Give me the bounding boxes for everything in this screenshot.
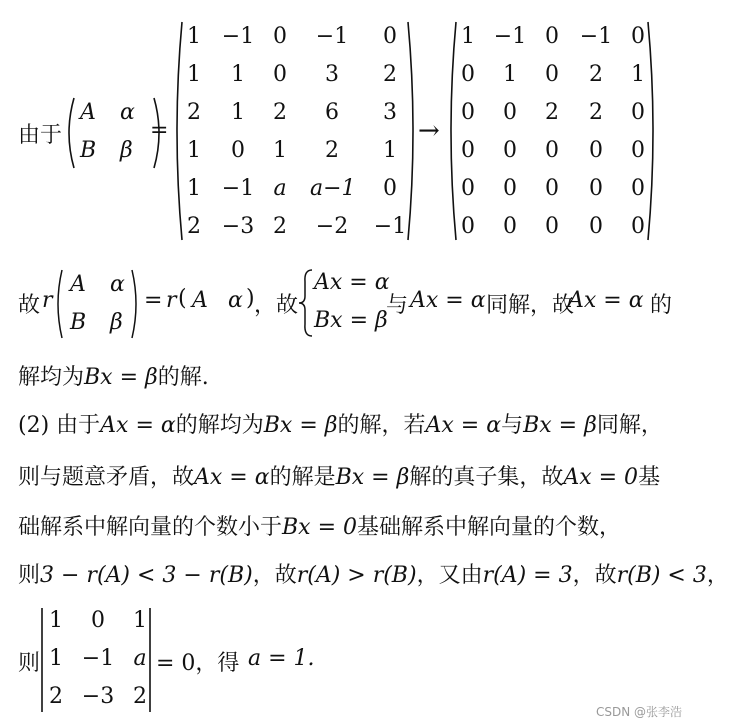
paren: ) (246, 286, 255, 311)
text: 的解是 (269, 465, 336, 490)
equation: Bx = β (523, 413, 597, 438)
text-line (18, 364, 209, 392)
matrix-cell: 2 (273, 214, 287, 239)
equation: Bx = 0 (282, 515, 358, 540)
matrix-cell: 0 (503, 138, 517, 163)
matrix-cell: 2 (133, 684, 147, 709)
equation: r(B) < 3 (616, 563, 707, 588)
mat-cell: α (120, 100, 135, 125)
paren-matrix-2x2 (64, 96, 164, 170)
mat-cell: A (70, 272, 86, 297)
text: 与 (386, 293, 409, 318)
matrix-cell: 0 (273, 62, 287, 87)
mat-cell: α (110, 272, 125, 297)
system-eq-1: Ax = α (314, 270, 390, 295)
equation: Ax = α (100, 413, 176, 438)
matrix-cell: −1 (493, 24, 527, 49)
matrix-cell: 0 (589, 138, 603, 163)
equals-sign: = (150, 118, 169, 143)
matrix-cell: 0 (545, 176, 559, 201)
matrix-cell: 1 (383, 138, 397, 163)
matrix-cell: 0 (631, 24, 645, 49)
equation: Ax = 0 (563, 465, 639, 490)
matrix-cell: 0 (273, 24, 287, 49)
equation: Bx = β (335, 465, 410, 490)
matrix-cell: a (133, 646, 147, 671)
paren: ( (178, 286, 187, 311)
matrix-cell: 0 (461, 214, 475, 239)
text: 的解. (157, 365, 209, 390)
watermark: CSDN @张李浩 (595, 705, 682, 719)
text: ， (706, 563, 729, 588)
text: 同解， (596, 413, 663, 438)
r-symbol: r (166, 288, 177, 313)
matrix-cell: 0 (91, 608, 105, 633)
text: 的 (650, 293, 673, 318)
text: 基础解系中解向量的个数， (357, 515, 622, 540)
system-eq-2: Bx = β (314, 308, 388, 333)
matrix-cell: 0 (231, 138, 245, 163)
equation: Ax = α (194, 465, 270, 490)
text: ，故 (252, 563, 297, 588)
matrix-cell: 2 (589, 100, 603, 125)
matrix-cell: 1 (273, 138, 287, 163)
para-line-1 (18, 412, 663, 440)
equation: r(A) = 3 (482, 563, 573, 588)
matrix-cell: a−1 (310, 176, 356, 201)
text-comma-gu: ，故 (254, 293, 299, 318)
text: 基 (638, 465, 661, 490)
text: 则 (18, 563, 41, 588)
equation: Ax = α (410, 288, 486, 313)
text: 的解均为 (175, 413, 264, 438)
mat-cell: A (80, 100, 96, 125)
equation: Bx = β (84, 365, 158, 390)
matrix-cell: 0 (461, 100, 475, 125)
paren-left-matrix (172, 18, 418, 244)
matrix-cell: 0 (461, 138, 475, 163)
matrix-cell: 1 (503, 62, 517, 87)
equation: Ax = α (568, 288, 644, 313)
matrix-cell: 0 (545, 214, 559, 239)
text: 解均为 (18, 365, 85, 390)
matrix-cell: 2 (383, 62, 397, 87)
equation: 3 − r(A) < 3 − r(B) (40, 563, 253, 588)
mat-cell: A (192, 288, 208, 313)
equals-sign: = (144, 288, 163, 313)
text: 则与题意矛盾，故 (18, 465, 195, 490)
matrix-cell: 2 (273, 100, 287, 125)
matrix-cell: −3 (221, 214, 255, 239)
paren-rank-matrix (54, 268, 140, 340)
matrix-cell: 2 (589, 62, 603, 87)
text: 同解，故 (486, 293, 575, 318)
matrix-cell: 0 (383, 176, 397, 201)
matrix-cell: 1 (49, 646, 63, 671)
mat-cell: B (70, 310, 87, 335)
matrix-cell: 0 (545, 24, 559, 49)
matrix-cell: 1 (187, 62, 201, 87)
matrix-cell: 0 (383, 24, 397, 49)
matrix-cell: a (273, 176, 287, 201)
matrix-cell: 1 (461, 24, 475, 49)
text: = 0，得 (156, 651, 240, 676)
matrix-cell: −1 (373, 214, 407, 239)
paren-right-matrix (446, 18, 658, 244)
matrix-cell: 0 (589, 176, 603, 201)
matrix-cell: 0 (631, 100, 645, 125)
equation: a = 1. (248, 646, 315, 671)
matrix-cell: 0 (461, 62, 475, 87)
text: 的解，若 (337, 413, 426, 438)
matrix-cell: 2 (545, 100, 559, 125)
text: 则 (18, 651, 41, 676)
arrow-right-icon: → (418, 116, 440, 146)
matrix-cell: −2 (315, 214, 349, 239)
matrix-cell: 3 (325, 62, 339, 87)
matrix-cell: 0 (503, 176, 517, 201)
matrix-cell: 3 (383, 100, 397, 125)
matrix-cell: −1 (81, 646, 115, 671)
matrix-cell: 1 (187, 176, 201, 201)
matrix-cell: 1 (187, 138, 201, 163)
text: 础解系中解向量的个数小于 (18, 515, 283, 540)
matrix-cell: 1 (231, 100, 245, 125)
matrix-cell: −1 (221, 24, 255, 49)
matrix-cell: −1 (221, 176, 255, 201)
matrix-cell: 0 (631, 138, 645, 163)
matrix-cell: 0 (631, 176, 645, 201)
matrix-cell: 0 (503, 214, 517, 239)
equation: Bx = β (263, 413, 338, 438)
matrix-cell: 1 (231, 62, 245, 87)
matrix-cell: 1 (631, 62, 645, 87)
para-line-4 (18, 562, 729, 590)
matrix-cell: 2 (325, 138, 339, 163)
mat-cell: β (110, 310, 123, 335)
lead-text: 由于 (18, 123, 63, 148)
text-gu: 故 (18, 293, 41, 318)
para-line-2 (18, 464, 660, 492)
para-line-3 (18, 514, 621, 542)
matrix-cell: −3 (81, 684, 115, 709)
text: 解的真子集，故 (409, 465, 564, 490)
text: ，又由 (416, 563, 483, 588)
brace-system (298, 268, 314, 338)
matrix-cell: 0 (631, 214, 645, 239)
text: 与 (501, 413, 524, 438)
matrix-cell: 0 (461, 176, 475, 201)
text: ，故 (572, 563, 617, 588)
text: (2) 由于 (18, 413, 101, 438)
matrix-cell: 2 (187, 214, 201, 239)
matrix-cell: 1 (133, 608, 147, 633)
matrix-cell: 0 (545, 62, 559, 87)
matrix-cell: 0 (503, 100, 517, 125)
matrix-cell: 2 (187, 100, 201, 125)
equation: Ax = α (425, 413, 502, 438)
r-symbol: r (42, 288, 53, 313)
matrix-cell: 2 (49, 684, 63, 709)
matrix-cell: 6 (325, 100, 339, 125)
matrix-cell: 1 (49, 608, 63, 633)
mat-cell: β (120, 138, 133, 163)
mat-cell: B (80, 138, 97, 163)
matrix-cell: −1 (315, 24, 349, 49)
matrix-cell: −1 (579, 24, 613, 49)
mat-cell: α (228, 288, 243, 313)
matrix-cell: 1 (187, 24, 201, 49)
equation: r(A) > r(B) (296, 563, 417, 588)
matrix-cell: 0 (589, 214, 603, 239)
matrix-cell: 0 (545, 138, 559, 163)
